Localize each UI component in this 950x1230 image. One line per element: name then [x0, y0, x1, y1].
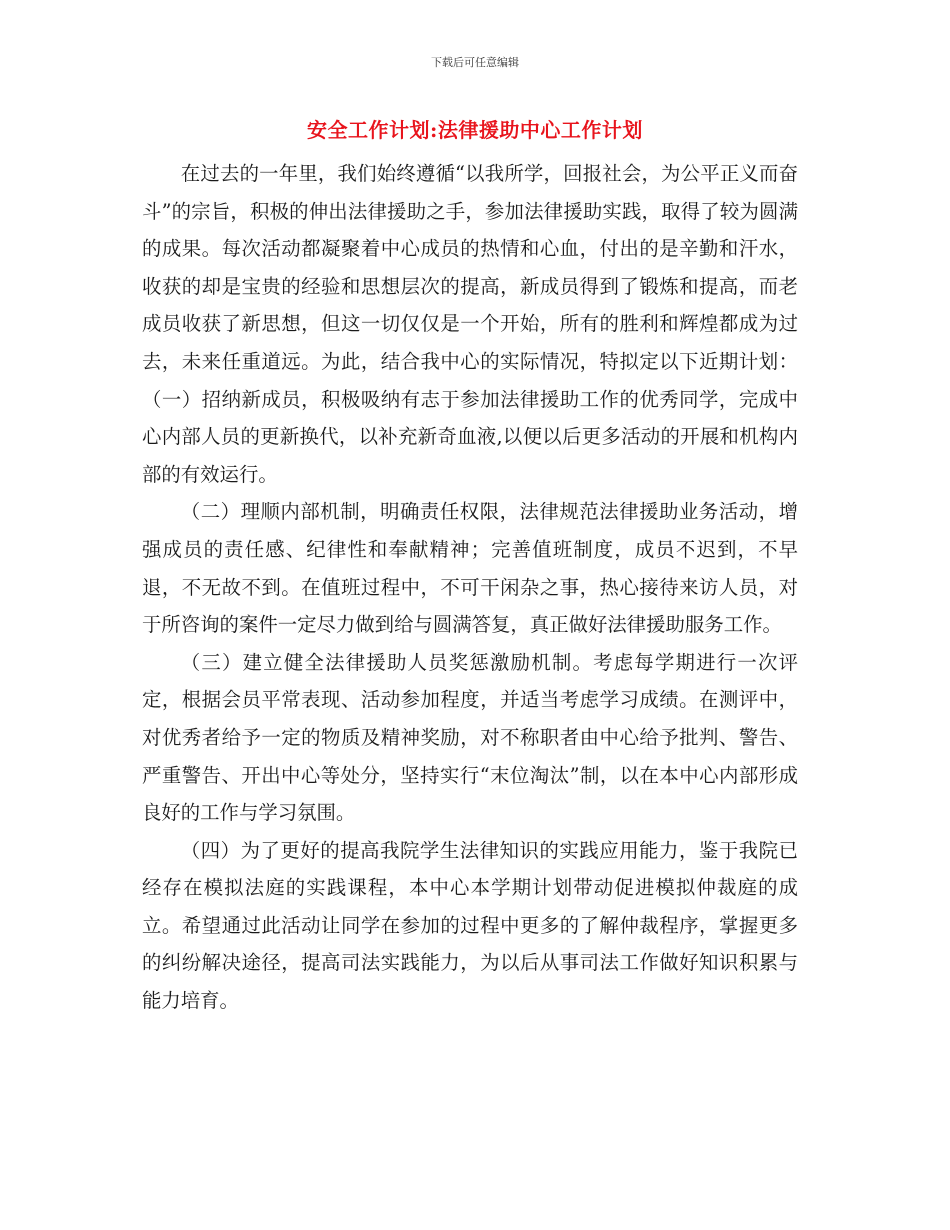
paragraph: 在过去的一年里，我们始终遵循“以我所学，回报社会，为公平正义而奋斗”的宗旨，积极的伸出法律援助之手，参加法律援助实践，取得了较为圆满的成果。每次活动都凝聚着中心成员的热情和心血，付出的是辛勤和汗水，收获的却是宝贵的经验和思想层次的提高，新成员得到了锻炼和提高，而老成员收获了新思想，但这一切仅仅是一个开始，所有的胜利和辉煌都成为过去，未来任重道远。为此，结合我中心的实际情况，特拟定以下近期计划：（一）招纳新成员，积极吸纳有志于参加法律援助工作的优秀同学，完成中心内部人员的更新换代，以补充新奇血液,以便以后更多活动的开展和机构内部的有效运行。: [142, 162, 798, 486]
paragraph: （二）理顺内部机制，明确责任权限，法律规范法律援助业务活动，增强成员的责任感、纪律性和奉献精神；完善值班制度，成员不迟到，不早退，不无故不到。在值班过程中，不可干闲杂之事，热心接待来访人员，对于所咨询的案件一定尽力做到给与圆满答复，真正做好法律援助服务工作。: [142, 500, 798, 637]
paragraph: （四）为了更好的提高我院学生法律知识的实践应用能力，鉴于我院已经存在模拟法庭的实践课程，本中心本学期计划带动促进模拟仲裁庭的成立。希望通过此活动让同学在参加的过程中更多的了解仲裁程序，掌握更多的纠纷解决途径，提高司法实践能力，为以后从事司法工作做好知识积累与能力培育。: [142, 838, 798, 1013]
paragraph: （三）建立健全法律援助人员奖惩激励机制。考虑每学期进行一次评定，根据会员平常表现、活动参加程度，并适当考虑学习成绩。在测评中，对优秀者给予一定的物质及精神奖励，对不称职者由中心给予批判、警告、严重警告、开出中心等处分，坚持实行“末位淘汰”制，以在本中心内部形成良好的工作与学习氛围。: [142, 650, 798, 825]
document-body: [142, 155, 798, 1020]
header-note: 下载后可任意编辑: [431, 56, 519, 69]
document-title: 安全工作计划:法律援助中心工作计划: [307, 118, 643, 142]
